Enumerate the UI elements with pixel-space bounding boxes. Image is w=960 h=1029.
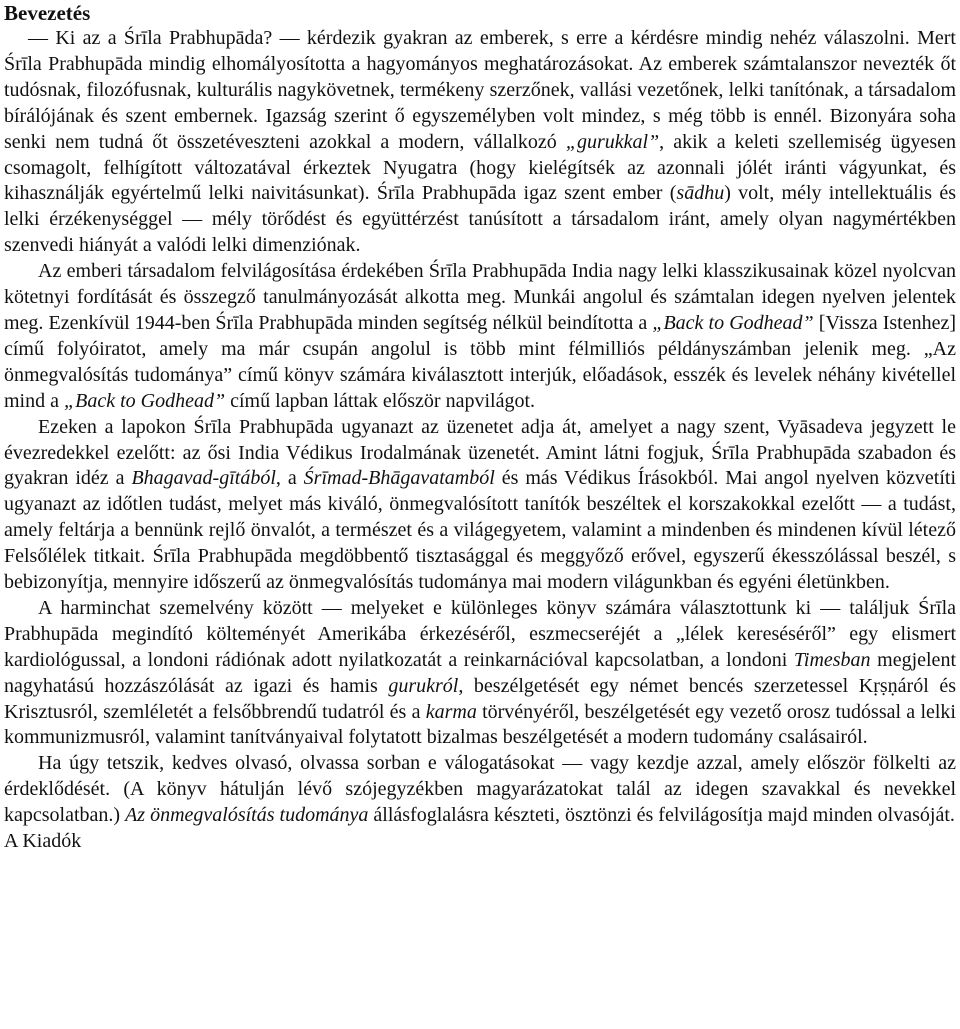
page-heading: Bevezetés bbox=[4, 1, 91, 25]
text-run: és más Védikus Írásokból. Mai angol nyelven közvetíti ugyanazt az időtlen tudást, melyet más kiváló, önmegvalósított tanítók beszéltek el korszakokkal ezelőtt — a tudást, amely feltárja a bennünk rejlő önvalót, a természet és a világegyetem, valamint a mindenben és mindenen kívül létező Felsőlélek titkait. Śrīla Prabhupāda megdöbbentő tisztasággal és meggyőző erővel, egyszerű ékesszólással beszél, s bebizonyítja, mennyire időszerű az önmegvalósítás tudománya mai modern világunkban és egyéni életünkben. bbox=[4, 467, 956, 594]
text-run: Az emberi társadalom felvilágosítása érdekében Śrīla Prabhupāda India nagy lelki klasszikusainak közel nyolcvan kötetnyi fordítását és összegző tanulmányozását alkotta meg. Munkái angolul és számtalan idegen nyelven jelentek meg. Ezenkívül 1944-ben Śrīla Prabhupāda minden segítség nélkül beindította a bbox=[4, 260, 956, 334]
italic-text: „Back to Godhead” bbox=[652, 311, 814, 334]
italic-text: Bhagavad-gītából bbox=[131, 467, 276, 490]
italic-text: Śrīmad-Bhāgavatamból bbox=[303, 467, 495, 490]
italic-text: karma bbox=[425, 700, 477, 723]
paragraph-message bbox=[4, 415, 956, 596]
text-run: A harminchat szemelvény között — melyeket e különleges könyv számára választottunk ki — találjuk Śrīla Prabhupāda megindító költeményét Amerikába érkezéséről, eszmecseréjét a „lélek kereséséről” egy elismert kardiológussal, a londoni rádiónak adott nyilatkozatát a reinkarnációval kapcsolatban, a londoni bbox=[4, 596, 956, 671]
paragraph-reader bbox=[4, 751, 956, 829]
text-run: , a bbox=[275, 467, 304, 490]
italic-text: Az önmegvalósítás tudománya bbox=[125, 804, 369, 827]
paragraph-intro bbox=[4, 26, 956, 259]
text-run: Ezeken a lapokon Śrīla Prabhupāda ugyanazt az üzenetet adja át, amelyet a nagy szent, Vyāsadeva jegyzett le évezredekkel ezelőtt: az ősi India Védikus Irodalmának üzenetét. Amint látni fogjuk, Śrīla Prabhupāda szabadon és gyakran idéz a bbox=[4, 415, 956, 490]
paragraph-translations bbox=[4, 259, 956, 414]
italic-text: gurukról bbox=[388, 674, 459, 697]
italic-text: „gurukkal” bbox=[565, 130, 660, 153]
text-run: Ha úgy tetszik, kedves olvasó, olvassa sorban e válogatásokat — vagy kezdje azzal, amely először fölkelti az érdeklődését. (A könyv hátulján lévő szójegyzékben magyarázatokat talál az idegen szavakkal és nevekkel kapcsolatban.) bbox=[4, 752, 956, 827]
text-run: című lapban láttak először napvilágot. bbox=[225, 389, 535, 412]
signature: A Kiadók bbox=[4, 830, 82, 853]
text-run: megjelent nagyhatású hozzászólását az igazi és hamis bbox=[4, 648, 956, 697]
italic-text: sādhu bbox=[676, 182, 725, 205]
text-run: — Ki az a Śrīla Prabhupāda? — kérdezik gyakran az emberek, s erre a kérdésre mindig nehéz válaszolni. Mert Śrīla Prabhupāda mindig elhomályosította a hagyományos meghatározásokat. Az emberek számtalanszor nevezték őt tudósnak, filozófusnak, kulturális nagykövetnek, termékeny szerzőnek, vallási vezetőnek, lelki tanítónak, a társadalom bírálójának és szent embernek. Igazság szerint ő egyszemélyben volt mindez, s még több is ennél. Bizonyára soha senki nem tudná őt összetéveszteni azokkal a modern, vállalkozó bbox=[4, 27, 956, 153]
text-run: ) volt, mély intellektuális és lelki érzékenységgel — mély törődést és együttérzést tanúsított a társadalom iránt, amely olyan nagymértékben szenvedi hiányát a valódi lelki dimenziónak. bbox=[4, 182, 957, 257]
text-run: törvényéről, beszélgetését egy vezető orosz tudóssal a lelki kommunizmusról, valamint tanítványaival folytatott bizalmas beszélgetését a modern tudomány csalásairól. bbox=[4, 700, 956, 749]
text-run: , akik a keleti szellemiség ügyesen csomagolt, felhígított változatával érkeztek Nyugatra (hogy kielégítsék az azonnali jólét iránti vágyunkat, és kihasználják egyértelmű lelki naivitásunkat). Śrīla Prabhupāda igaz szent ember ( bbox=[4, 130, 956, 205]
italic-text: Timesban bbox=[793, 648, 871, 671]
italic-text: „Back to Godhead” bbox=[64, 389, 226, 412]
text-run: állásfoglalásra készteti, ösztönzi és felvilágosítja majd minden olvasóját. bbox=[368, 804, 955, 827]
paragraph-selections bbox=[4, 596, 956, 751]
text-run: [Vissza Istenhez] című folyóiratot, amely ma már csupán angolul is több mint félmilliós példányszámban jelenik meg. „Az önmegvalósítás tudománya” című könyv számára kiválasztott interjúk, előadások, esszék és levelek néhány kivétellel mind a bbox=[4, 311, 956, 412]
text-run: , beszélgetését egy német bencés szerzetessel Kṛṣṇáról és Krisztusról, szemléletét a felsőbbrendű tudatról és a bbox=[4, 674, 956, 723]
